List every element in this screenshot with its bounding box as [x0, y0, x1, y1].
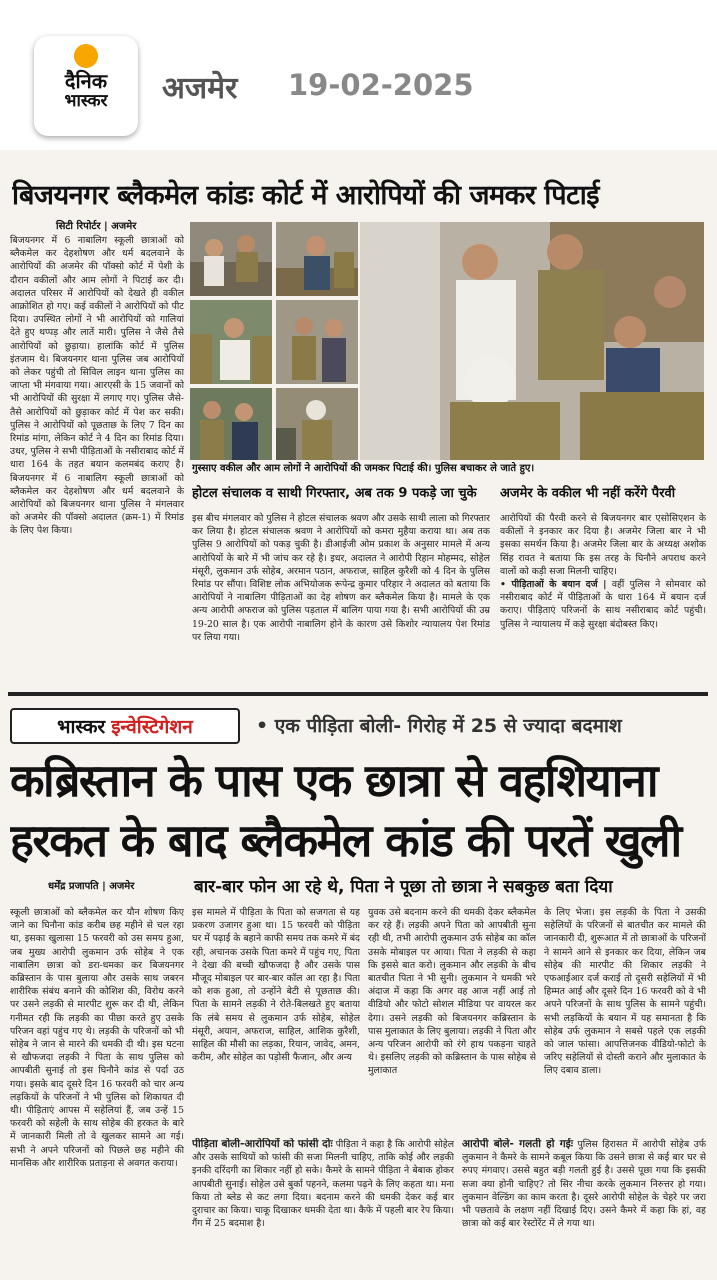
story1-headline: बिजयनगर ब्लैकमेल कांडः कोर्ट में आरोपियों की जमकर पिटाई [12, 180, 599, 211]
court-photo-5 [190, 388, 272, 460]
story2-column-4: के लिए भेजा। इस लड़की के पिता ने उसकी सहेलियों के परिजनों से बातचीत कर मामले की जानकारी दी, शुरूआत में तो छात्राओं के परिजनों ने सामने आने से इनकार कर दिया, लेकिन जब सोहेब की मारपीट की शिकार लड़की ने एफआईआर दर्ज कराई तो दूसरी सहेलियों में भी हिम्मत आई और दूसरे दिन 16 फरवरी को वे भी अपने परिजनों के साथ पुलिस के सामने पहुंची। सभी लड़कियों के बयान में यह समानता है कि सोहेब उर्फ लुकमान ने सबसे पहले एक लड़की को जाल फांसा। आपत्तिजनक वीडियो-फोटो के जरिए सहेलियों से दोस्ती कराने और मुलाकात के लिए दबाव डाला। [544, 907, 706, 1077]
victim-statement-text: पीड़िता ने कहा है कि आरोपी सोहेल और उसके साथियों को फांसी की सजा मिलनी चाहिए, ताकि कोई और लड़की इनकी दरिंदगी का शिकार नहीं हो सके। कैमरे के सामने पीड़िता ने बेबाक होकर आपबीती सुनाई। सोहेल उसे बुर्का पहनने, कलमा पढ़ने के लिए कहता था। मना किया तो ब्लेड से कट लगा दिया। बदनाम करने की धमकी देकर कई बार दुराचार का किया। चाकू दिखाकर धमकी देता था। कैफे में पहली बार रेप किया। गैंग में 25 बदमाश है। [192, 1139, 454, 1230]
accused-statement-box [462, 1138, 706, 1280]
court-main-photo [360, 222, 704, 460]
bhaskar-investigation-badge [10, 708, 240, 744]
story2-kicker: • एक पीड़िता बोली- गिरोह में 25 से ज्यादा बदमाश [256, 715, 622, 737]
statements-lead: • पीड़िताओं के बयान दर्ज | [500, 579, 607, 591]
logo-line-1: दैनिक [64, 69, 108, 93]
victim-statement-lead: पीड़िता बोली-आरोपियों को फांसी दोः [192, 1138, 333, 1150]
statements-paragraph: वहीं पुलिस ने सोमवार को नसीराबाद कोर्ट में पीड़िताओं के धारा 164 में बयान दर्ज कराए। पीड़िताएं परिजनों के साथ नसीराबाद कोर्ट पहुंची। पुलिस ने न्यायालय में कड़े सुरक्षा बंदोबस्त किए। [500, 579, 706, 630]
story1-subhead-arrests: होटल संचालक व साथी गिरफ्तार, अब तक 9 पकड़े जा चुके [192, 486, 477, 501]
court-photo-4 [276, 300, 358, 384]
court-photo-3 [190, 300, 272, 384]
story1-column-3 [500, 512, 706, 684]
story2-headline-line-2: हरकत के बाद ब्लैकमेल कांड की परतें खुली [10, 814, 681, 867]
story1-column-2: इस बीच मंगलवार को पुलिस ने होटल संचालक श्रवण और उसके साथी लाला को गिरफ्तार कर लिया है। होटल संचालक श्रवण ने आरोपियों को कमरा मुहैया कराया था। अब तक पुलिस 9 आरोपियों को पकड़ चुकी है। डीआईजी ओम प्रकाश के अनुसार मामले में अन्य आरोपियों के बारे में भी जांच कर रहे है। इधर, अदालत ने आरोपी रिहान मोहम्मद, सोहेल मंसूरी, लुकमान उर्फ सोहेब, अरमान पठान, अफराज, साहिल कुरैशी को 4 दिन के पुलिस रिमांड पर सौंपा। विशिष्ट लोक अभियोजक रूपेन्द्र कुमार परिहार ने अदालत को बताया कि आरोपियों ने नाबालिग पीड़िताओं का देह शोषण कर ब्लैकमेल किया है। मामले के एक अन्य आरोपी अफराज को पुलिस पड़ताल में बालिग पाया गया है। सभी आरोपियों की उम्र 19-20 साल है। एक आरोपी नाबालिग होने के कारण उसे किशोर न्यायालय पेश रिमांड पर लिया गया। [192, 513, 490, 643]
victim-statement-box [192, 1138, 454, 1280]
badge-bhaskar: भास्कर [57, 716, 106, 738]
sun-icon [74, 44, 98, 68]
badge-investigation: इन्वेस्टिगेशन [111, 716, 193, 738]
story2-headline-line-1: कब्रिस्तान के पास एक छात्रा से वहशियाना [10, 754, 658, 807]
masthead [0, 0, 717, 150]
lawyers-paragraph: आरोपियों की पैरवी करने से बिजयनगर बार एसोसिएशन के वकीलों ने इनकार कर दिया है। अजमेर जिला बार ने भी इसका समर्थन किया है। अजमेर जिला बार के अध्यक्ष अशोक सिंह रावत ने बताया कि इस तरह के घिनौने अपराध करने वालों को कड़ी सजा मिलनी चाहिए। [500, 513, 706, 577]
court-photo-6 [276, 388, 358, 460]
story2-column-3: युवक उसे बदनाम करने की धमकी देकर ब्लैकमेल कर रहे हैं। लड़की अपने पिता को आपबीती सुना रही थी, तभी आरोपी लुकमान उर्फ सोहेब का कॉल उसके मोबाइल पर आया। पिता ने लड़की से कहा कि इससे बात करो। लुकमान और लड़की के बीच बातचीत पिता ने भी सुनी। लुकमान ने धमकी भरे अंदाज में कहा कि अगर वह आज नहीं आई तो वीडियो और फोटो सोशल मीडिया पर वायरल कर देगा। उसने लड़की को बिजयनगर कब्रिस्तान के पास मुलाकात के लिए बुलाया। लड़की ने पिता और अन्य परिजन आरोपी को रंगे हाथ पकड़ना चाहते थे। इसलिए लड़की को कब्रिस्तान के पास सोहेब से मुलाकात [368, 907, 536, 1077]
logo-line-2: भास्कर [64, 91, 108, 111]
accused-statement-text: पुलिस हिरासत में आरोपी सोहेब उर्फ लुकमान ने कैमरे के सामने कबूल किया कि उसने छात्रा से कई बार घर से रुपए मंगवाए। उससे बहुत बड़ी गलती हुई है। उससे पूछा गया कि इसकी सजा क्या होनी चाहिए? तो सिर नीचा करके लुकमान निरुत्तर हो गया। लुकमान वेल्डिंग का काम करता है। दूसरे आरोपी सोहेल के चेहरे पर जरा भी पछतावे के लक्षण नहीं दिखाई दिए। उसने कैमरे में कहा कि हां, वह छात्रा को कई बार रेस्टोरेंट में ले गया था। [462, 1139, 706, 1230]
story1-byline: सिटी रिपोर्टर | अजमेर [56, 221, 137, 232]
dainik-bhaskar-logo [34, 36, 138, 136]
story2-column-1: स्कूली छात्राओं को ब्लैकमेल कर यौन शोषण किए जाने का घिनौना कांड करीब छह महीने से चल रहा था, इसका खुलासा 15 फरवरी को उस समय हुआ, जब मुख्य आरोपी लुकमान उर्फ सोहेब ने एक नाबालिग छात्रा को डरा-धमका कर बिजयनगर कब्रिस्तान के पास बुलाया और उसके साथ जबरन शारीरिक संबंध बनाने की कोशिश की, विरोध करने पर उसने लड़की से मारपीट शुरू कर दी थी, लेकिन गनीमत रही कि लड़की का पीछा करते हुए उसके परिजन वहां पहुंच गए थे। लड़की के परिजनों को भी सोहेब ने जान से मारने की धमकी दी थी। इस घटना से खौफजदा लड़की ने पिता के साथ पुलिस को आपबीती सुनाई तो इस घिनौने कांड से पर्दा उठ गया। इसके बाद दूसरे दिन 16 फरवरी को चार अन्य लड़कियों के परिजनों ने भी पुलिस को शिकायत दी थी। पीड़िताएं आपस में सहेलियां हैं, जब उन्हें 15 फरवरी को सहेली के साथ सोहेब की हरकत के बारे में जानकारी मिली तो वे खुलकर सामने आ गई। सभी ने अपने परिजनों को पिछले छह महीने की मानसिक और शारीरिक प्रताड़ना से अवगत कराया। [10, 907, 184, 1169]
photo-caption: गुस्साए वकील और आम लोगों ने आरोपियों की जमकर पिटाई की। पुलिस बचाकर ले जाते हुए। [192, 463, 535, 474]
edition-date: 19-02-2025 [288, 68, 474, 102]
story1-subhead-lawyers: अजमेर के वकील भी नहीं करेंगे पैरवी [500, 486, 676, 501]
story2-byline: धर्मेंद्र प्रजापति | अजमेर [48, 881, 135, 892]
edition-city: अजमेर [162, 71, 238, 106]
section-divider [8, 692, 708, 696]
accused-statement-lead: आरोपी बोले- गलती हो गईः [462, 1138, 573, 1150]
story2-column-2: इस मामले में पीड़िता के पिता को सजगता से यह प्रकरण उजागर हुआ था। 15 फरवरी को पीड़िता घर में पढ़ाई के बहाने काफी समय तक कमरे में बंद रही, अचानक उसके पिता कमरे में पहुंच गए, पिता ने देखा की बच्ची खौफजदा है और उसके पास मौजूद मोबाइल पर बार-बार कॉल आ रहा है। पिता को शक हुआ, तो उन्होंने बेटी से पूछताछ की। पिता के सामने लड़की ने रोते-बिलखते हुए बताया कि लंबे समय से लुकमान उर्फ सोहेब, सोहेल मंसूरी, अयान, अफराज, साहिल, आशिक कुरैशी, साहिल की मौसी का लड़का, रियान, जावेद, अमन, करीम, और सोहेल का पड़ोसी फैजान, और अन्य [192, 907, 360, 1064]
story2-deck: बार-बार फोन आ रहे थे, पिता ने पूछा तो छात्रा ने सबकुछ बता दिया [194, 877, 613, 897]
story1-column-1: बिजयनगर में 6 नाबालिग स्कूली छात्राओं को ब्लैकमेल कर देहशोषण और धर्म बदलवाने के आरोपियों की अजमेर की पॉक्सो कोर्ट में पेशी के दौरान वकीलों और आम लोगों ने पिटाई कर दी। अदालत परिसर में आरोपियों को देखते ही वकील आक्रोशित हो गए। कई वकीलों ने आरोपियों को पीट दिया। उपस्थित लोगों ने भी आरोपियों को गालियां देते हुए थप्पड़ और लातें मारी। पुलिस ने जैसे तैसे आरोपियों को छुड़ाया। हालांकि कोर्ट में पुलिस इंतजाम थे। बिजयनगर थाना पुलिस जब आरोपियों को लेकर पहुंची तो सिविल लाइन थाना पुलिस का जाप्ता भी मंगवाया गया। आरएसी के 15 जवानों को भी आरोपियों की सुरक्षा में लगाए गए। पुलिस जैसे-तैसे आरोपियों को छुड़ाकर कोर्ट में पेश कर सकी। पुलिस ने आरोपियों को पूछताछ के लिए 7 दिन का रिमांड मांगा, लेकिन कोर्ट ने 4 दिन का रिमांड दिया। उधर, पुलिस ने सभी पीड़िताओं के नसीराबाद कोर्ट में धारा 164 के तहत बयान कलमबंद कराए है। बिजयनगर में 6 नाबालिग स्कूली छात्राओं को ब्लैकमेल कर देहशोषण और धर्म बदलवाने के आरोपियों को बिजयनगर थाना पुलिस ने मंगलवार को अजमेर की पॉक्सो अदालत (क्रम-1) में रिमांड के लिए पेश किया। [10, 235, 184, 537]
court-photo-1 [190, 222, 272, 296]
court-photo-2 [276, 222, 358, 296]
